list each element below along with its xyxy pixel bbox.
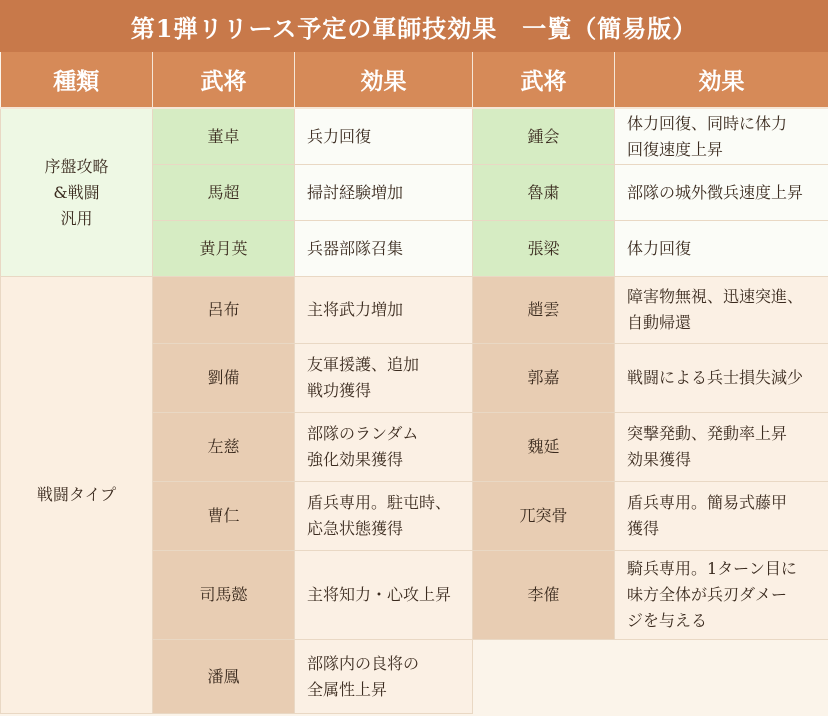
general-name: 馬超: [153, 165, 295, 221]
page-title: 第1弾リリース予定の軍師技効果 一覧（簡易版）: [0, 0, 828, 52]
general-name: 左慈: [153, 413, 295, 482]
effect-text: 部隊の城外徴兵速度上昇: [615, 165, 828, 221]
effect-text: 盾兵専用。簡易式藤甲 獲得: [615, 482, 828, 551]
general-name: 魏延: [473, 413, 615, 482]
general-name: 潘鳳: [153, 640, 295, 714]
general-name: 兀突骨: [473, 482, 615, 551]
general-name: 張梁: [473, 221, 615, 277]
effect-text: 盾兵専用。駐屯時、 応急状態獲得: [295, 482, 473, 551]
effect-text: 兵器部隊召集: [295, 221, 473, 277]
header-effect-2: 効果: [615, 52, 828, 108]
empty-cell: [473, 640, 828, 714]
general-name: 魯粛: [473, 165, 615, 221]
category-cell-battle-type: [1, 277, 153, 714]
header-general-2: 武将: [473, 52, 615, 108]
header-row: [1, 52, 828, 108]
effect-text: 兵力回復: [295, 108, 473, 165]
general-name: 劉備: [153, 344, 295, 413]
effect-text: 友軍援護、追加 戦功獲得: [295, 344, 473, 413]
category-cell-early-game: [1, 108, 153, 277]
effect-text: 主将知力・心攻上昇: [295, 551, 473, 640]
category-label-line: 戦闘タイプ: [36, 485, 117, 504]
table-row: [1, 108, 828, 165]
effect-text: 障害物無視、迅速突進、 自動帰還: [615, 277, 828, 344]
header-effect-1: 効果: [295, 52, 473, 108]
effect-text: 戦闘による兵士損失減少: [615, 344, 828, 413]
table-row: [1, 277, 828, 344]
effects-table: [0, 52, 828, 714]
category-label-line: 序盤攻略: [44, 156, 109, 176]
effect-text: 体力回復、同時に体力 回復速度上昇: [615, 108, 828, 165]
general-name: 鍾会: [473, 108, 615, 165]
general-name: 郭嘉: [473, 344, 615, 413]
general-name: 趙雲: [473, 277, 615, 344]
general-name: 董卓: [153, 108, 295, 165]
general-name: 黄月英: [153, 221, 295, 277]
effect-text: 体力回復: [615, 221, 828, 277]
effect-text: 部隊のランダム 強化効果獲得: [295, 413, 473, 482]
category-label-line: 汎用: [60, 208, 93, 228]
effect-text: 主将武力増加: [295, 277, 473, 344]
general-name: 李傕: [473, 551, 615, 640]
effect-text: 騎兵専用。1ターン目に 味方全体が兵刃ダメー ジを与える: [615, 551, 828, 640]
effect-text: 突撃発動、発動率上昇 効果獲得: [615, 413, 828, 482]
effect-text: 掃討経験増加: [295, 165, 473, 221]
effect-text: 部隊内の良将の 全属性上昇: [295, 640, 473, 714]
header-type: 種類: [1, 52, 153, 108]
header-general-1: 武将: [153, 52, 295, 108]
general-name: 曹仁: [153, 482, 295, 551]
category-label-line: &戦闘: [53, 182, 100, 202]
general-name: 司馬懿: [153, 551, 295, 640]
general-name: 呂布: [153, 277, 295, 344]
